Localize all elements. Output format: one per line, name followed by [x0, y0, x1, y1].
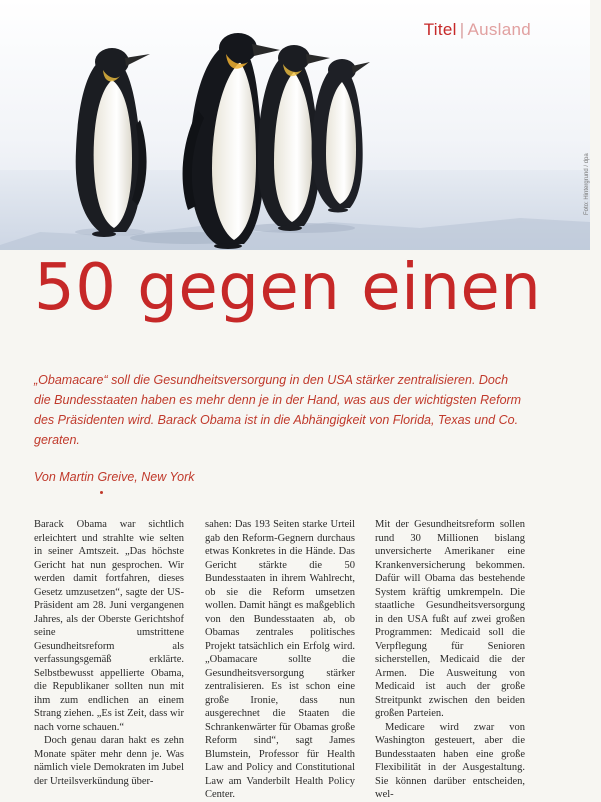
article-column-2: [205, 518, 355, 802]
photo-credit: Foto: Hintergrund / dpa: [584, 153, 590, 215]
column-3-paragraph-2: Medicare wird zwar von Washington gesteuert, aber die Bundesstaaten haben eine große Flexibilität in der Ausgestaltung. Sie können darüber entscheiden, wel-: [375, 721, 525, 800]
article-byline: Von Martin Greive, New York: [34, 470, 195, 484]
column-1-paragraph-1: Barack Obama war sichtlich erleichtert und strahlte wie selten in seiner Amtszeit. „Das höchste Gericht hat nun gesprochen. Wir werden damit fortfahren, dieses Gesetz umzusetzen“, sagte der US-Präsident am 28. Juni vergangenen Jahres, als der Oberste Gerichtshof seine umstrittene Gesundheitsreform als verfassungsgemäß erklärte. Selbstbewusst appellierte Obama, die Republikaner sollten nun mit ihm zum endlichen an einem Strang ziehen. „Es ist Zeit, dass wir nach vorne schauen.“: [34, 519, 184, 733]
section-name: Titel: [423, 20, 457, 39]
column-3-paragraph-1: Mit der Gesundheitsreform sollen rund 30 Millionen bislang unversicherte Amerikaner eine Krankenversicherung bekommen. Dafür will Obama das bestehende System kräftig umkrempeln. Die staatliche Gesundheitsversorgung in den USA fußt auf zwei großen Programmen: Medicaid soll die Verpflegung für Senioren sicherstellen, Medicaid die der Armen. Die Ausweitung von Medicaid ist auch der große Streitpunkt zwischen den beiden großen Parteien.: [375, 519, 525, 719]
article-headline: 50 gegen einen: [34, 251, 542, 325]
section-separator: |: [459, 20, 465, 39]
column-1-paragraph-2: Doch genau daran hakt es zehn Monate später mehr denn je. Was nämlich viele Demokraten im Jubel der Urteilsverkündung über-: [34, 735, 184, 787]
article-lead: „Obamacare“ soll die Gesundheitsversorgung in den USA stärker zentralisieren. Doch die Bundesstaaten haben es mehr denn je in der Hand, was aus der wichtigsten Reform des Präsidenten wird. Barack Obama ist in die Abhängigkeit von Florida, Texas und Co. geraten.: [34, 373, 522, 447]
section-label: [424, 20, 531, 40]
byline-dot: [100, 491, 103, 494]
subsection-name: Ausland: [467, 20, 531, 39]
article-column-1: [34, 518, 184, 788]
article-column-3: [375, 518, 525, 802]
column-2-paragraph-1: sahen: Das 193 Seiten starke Urteil gab den Reform-Gegnern durchaus etwas Konkretes in die Hände. Das Gericht stärkte die 50 Bundesstaaten in ihrem Wahlrecht, ob sie die Reform umsetzen wollen. Damit hängt es maßgeblich von den Bundesstaaten ab, ob Obamas zentrales politisches Projekt tatsächlich ein Erfolg wird. „Obamacare sollte die Gesundheitsversorgung stärker zentralisieren. Es ist schon eine große Ironie, dass nun ausgerechnet die Staaten die Schrankenwärter für Obamas große Reform sind“, sagt James Blumstein, Professor für Health Law and Policy and Constitutional Law am Vanderbilt Health Policy Center.: [205, 519, 355, 800]
